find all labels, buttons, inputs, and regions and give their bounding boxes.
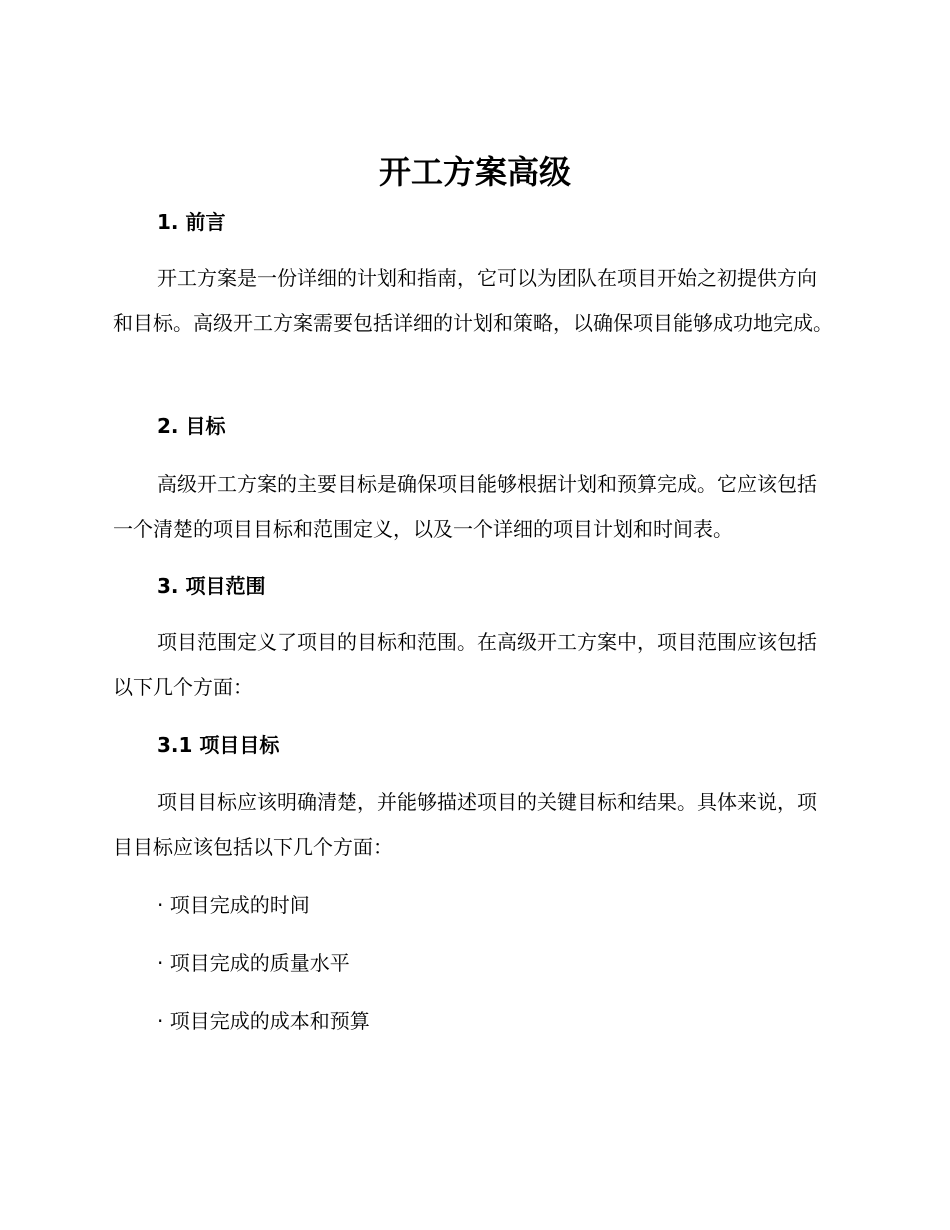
section-heading-goals: 2. 目标 [157, 414, 226, 438]
section-heading-preface: 1. 前言 [157, 210, 226, 234]
section-paragraph-goals: 高级开工方案的主要目标是确保项目能够根据计划和预算完成。它应该包括一个清楚的项目目标和范围定义，以及一个详细的项目计划和时间表。 [113, 472, 817, 541]
section-paragraph-scope: 项目范围定义了项目的目标和范围。在高级开工方案中，项目范围应该包括以下几个方面： [113, 630, 817, 699]
section-heading-project-goals: 3.1 项目目标 [157, 733, 280, 757]
list-item-quality-level: · 项目完成的质量水平 [157, 951, 350, 975]
list-item-completion-time: · 项目完成的时间 [157, 893, 310, 917]
document-title: 开工方案高级 [378, 153, 571, 191]
section-paragraph-project-goals: 项目目标应该明确清楚，并能够描述项目的关键目标和结果。具体来说，项目目标应该包括以下几个方面： [113, 790, 817, 859]
section-paragraph-preface: 开工方案是一份详细的计划和指南，它可以为团队在项目开始之初提供方向和目标。高级开工方案需要包括详细的计划和策略，以确保项目能够成功地完成。 [113, 266, 833, 335]
section-heading-scope: 3. 项目范围 [157, 574, 266, 598]
list-item-cost-budget: · 项目完成的成本和预算 [157, 1009, 370, 1033]
